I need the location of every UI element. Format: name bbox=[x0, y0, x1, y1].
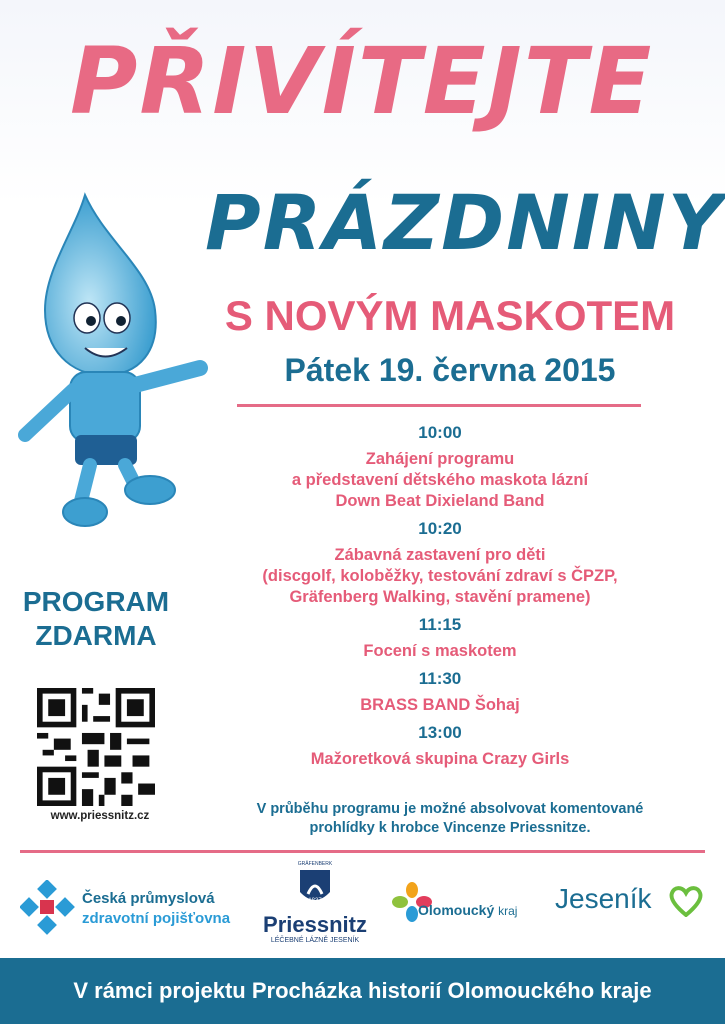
mascot-water-drop-illustration bbox=[15, 190, 215, 530]
logo-cpzp bbox=[20, 880, 240, 935]
event-date: Pátek 19. června 2015 bbox=[284, 352, 616, 388]
tour-note-line2: prohlídky k hrobce Vincenze Priessnitze. bbox=[309, 820, 591, 836]
jesenik-heart-icon bbox=[669, 885, 703, 917]
divider-top bbox=[237, 404, 641, 407]
program-item-3-line1: Focení s maskotem bbox=[363, 642, 517, 660]
tour-note bbox=[200, 800, 700, 838]
cpzp-line1: Česká průmyslová bbox=[82, 890, 215, 907]
program-item-4-line1: BRASS BAND Šohaj bbox=[360, 696, 520, 714]
priessnitz-tagline: LÉČEBNÉ LÁZNĚ JESENÍK bbox=[270, 937, 360, 944]
olomoucky-name: Olomoucký bbox=[418, 902, 495, 918]
program-item-2-line1: Zábavná zastavení pro děti bbox=[334, 546, 546, 564]
program-time-3: 11:15 bbox=[418, 615, 462, 634]
program-item-1-line1: Zahájení programu bbox=[365, 450, 515, 468]
logo-priessnitz bbox=[255, 861, 375, 946]
olomoucky-suffix: kraj bbox=[498, 904, 518, 918]
program-schedule bbox=[225, 422, 655, 770]
priessnitz-name: Priessnitz bbox=[263, 912, 367, 937]
logo-jesenik bbox=[555, 883, 715, 923]
logo-olomoucky-kraj bbox=[392, 880, 542, 930]
free-line2: ZDARMA bbox=[35, 620, 157, 651]
cpzp-cross-icon bbox=[20, 880, 75, 935]
program-item-5-line1: Mažoretková skupina Crazy Girls bbox=[310, 750, 570, 768]
cpzp-line2: zdravotní pojišťovna bbox=[82, 910, 231, 927]
subtitle: S NOVÝM MASKOTEM bbox=[224, 292, 676, 339]
program-item-1-line2: a představení dětského maskota lázní bbox=[291, 471, 589, 489]
program-time-2: 10:20 bbox=[418, 519, 462, 538]
free-program-label bbox=[6, 585, 186, 653]
program-item-1-line3: Down Beat Dixieland Band bbox=[335, 492, 545, 510]
program-item-2-line2: (discgolf, koloběžky, testování zdraví s ČPZP, bbox=[262, 567, 618, 585]
headline-holidays: PRÁZDNINY bbox=[205, 178, 725, 267]
tour-note-line1: V průběhu programu je možné absolvovat komentované bbox=[256, 801, 644, 817]
priessnitz-crest-year: 1837 bbox=[308, 898, 322, 904]
divider-bottom bbox=[20, 850, 705, 853]
headline-welcome: PŘIVÍTEJTE bbox=[70, 28, 654, 135]
priessnitz-crest-top: GRÄFENBERK bbox=[297, 861, 333, 867]
free-line1: PROGRAM bbox=[22, 586, 170, 617]
program-time-4: 11:30 bbox=[418, 669, 462, 688]
jesenik-name: Jeseník bbox=[555, 883, 652, 914]
program-item-2-line3: Gräfenberg Walking, stavění pramene) bbox=[289, 588, 591, 606]
website-url[interactable]: www.priessnitz.cz bbox=[50, 810, 150, 822]
footer-banner: V rámci projektu Procházka historií Olomouckého kraje bbox=[0, 958, 725, 1024]
program-time-1: 10:00 bbox=[418, 423, 462, 442]
qr-code[interactable] bbox=[37, 688, 155, 806]
program-time-5: 13:00 bbox=[418, 723, 462, 742]
olomoucky-text bbox=[418, 902, 517, 918]
